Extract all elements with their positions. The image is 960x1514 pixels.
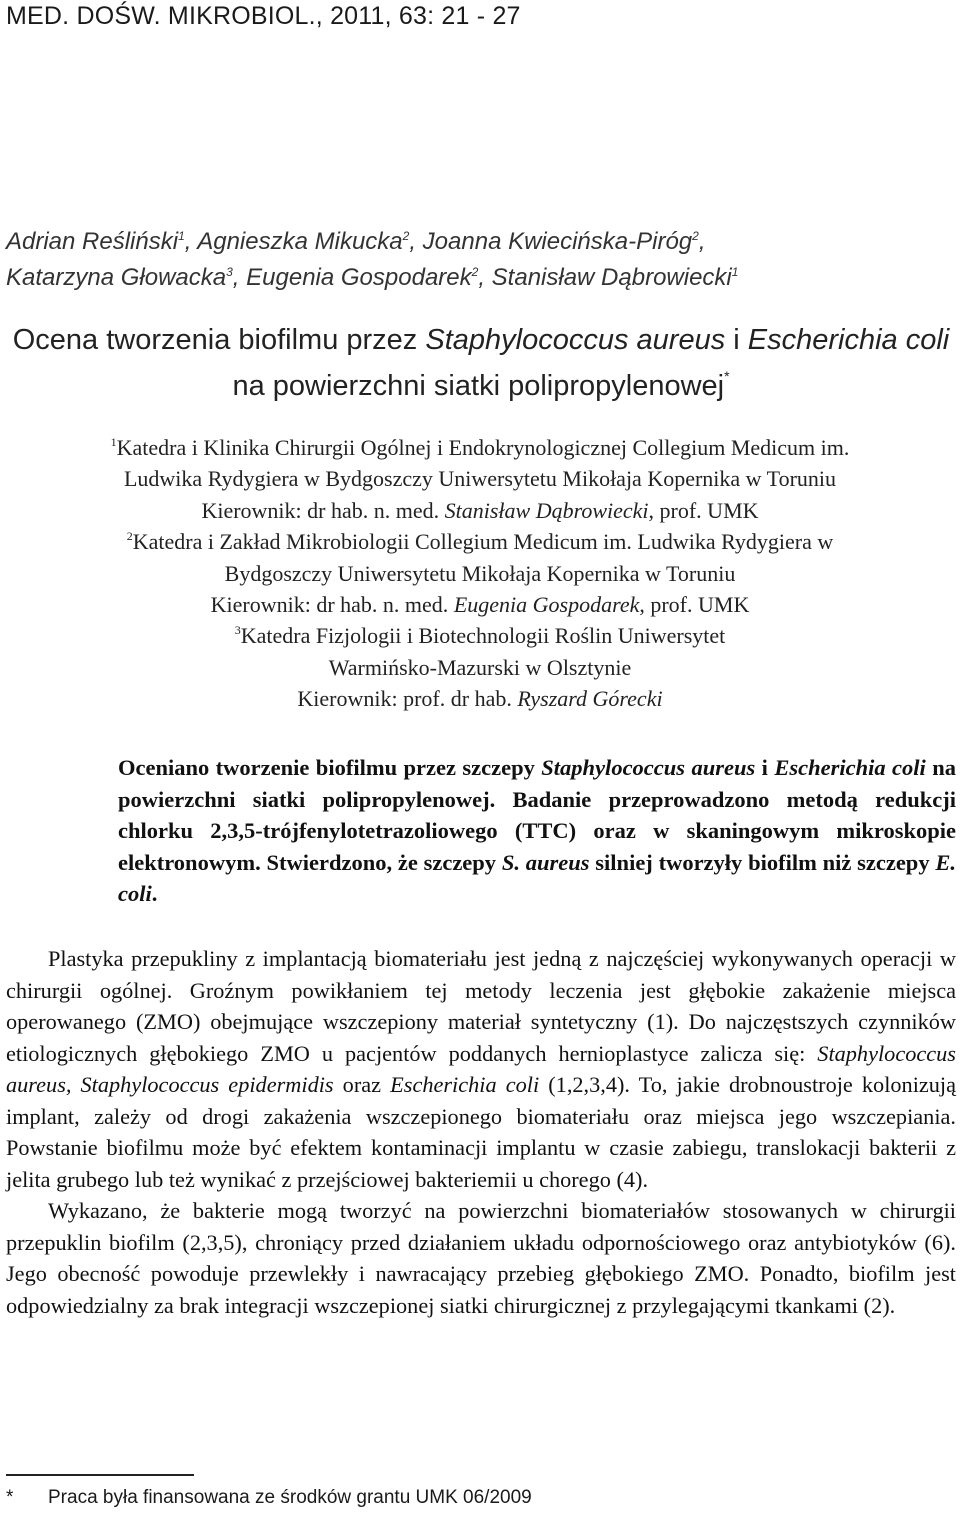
affiliation-1-line-b: Ludwika Rydygiera w Bydgoszczy Uniwersytetu Mikołaja Kopernika w Toruniu: [123, 466, 837, 492]
author-separator: ,: [409, 228, 423, 255]
affiliation-text: Katedra i Klinika Chirurgii Ogólnej i Endokrynologicznej Collegium Medicum im.: [116, 435, 850, 460]
abstract-text: silniej tworzyły biofilm niż szczepy: [589, 849, 936, 875]
head-name: Ryszard Górecki: [517, 686, 663, 712]
affiliation-3-head: [0, 683, 960, 714]
author-affiliation-mark: 3: [226, 265, 233, 279]
abstract-text: .: [151, 881, 158, 906]
affiliation-number: 3: [234, 623, 241, 638]
author-line-1: [6, 224, 956, 260]
abstract: [118, 752, 956, 910]
affiliation-2-line-b: Bydgoszczy Uniwersytetu Mikołaja Kopernika w Toruniu: [224, 560, 736, 586]
head-prefix: Kierownik: dr hab. n. med.: [201, 497, 445, 523]
author-line-2: [6, 260, 956, 296]
title-line-1: [6, 317, 956, 363]
abstract-text: Oceniano tworzenie biofilmu przez szczepy: [118, 755, 542, 780]
title-conjunction: i: [725, 324, 748, 356]
affiliation-3-line-a: [0, 620, 960, 651]
article-title: [6, 317, 956, 409]
head-suffix: , prof. UMK: [648, 497, 759, 523]
affiliation-3-line-b: Warmińsko-Mazurski w Olsztynie: [328, 654, 632, 680]
author-affiliation-mark: 1: [731, 265, 739, 279]
footnote-text: Praca była finansowana ze środków grantu UMK 06/2009: [48, 1487, 532, 1508]
title-organism-escherichia: Escherichia coli: [747, 324, 950, 356]
author-affiliation-mark: 2: [692, 229, 699, 243]
author-name: Joanna Kwiecińska-Piróg: [422, 228, 693, 255]
abstract-italic: Staphylococcus aureus: [541, 755, 756, 780]
paragraph-italic: Escherichia coli: [390, 1072, 540, 1097]
affiliation-2-head: [0, 589, 960, 620]
author-separator: ,: [232, 264, 247, 291]
title-footnote-mark: *: [724, 368, 730, 384]
paragraph-text: Plastyka przepukliny z implantacją biomateriału jest jedną z najczęściej wykonywanych operacji w chirurgii ogólnej. Groźnym powikłaniem tej metody leczenia jest głębokie zakażenie miejsca operowanego (ZMO) obejmujące wszczepiony materiał syntetyczny (1). Do najczęstszych czynników etiologicznych głębokiego ZMO u pacjentów poddanych hernioplastyce zalicza się:: [6, 946, 956, 1066]
affiliations: [0, 432, 960, 715]
abstract-italic: E. coli: [118, 849, 956, 906]
affiliation-number: 1: [110, 435, 117, 449]
author-separator: ,: [698, 228, 706, 255]
author-separator: ,: [184, 228, 198, 255]
affiliation-1-line-a: [0, 432, 960, 463]
head-name: Stanisław Dąbrowiecki: [444, 497, 649, 523]
paragraph-text: oraz: [333, 1072, 391, 1097]
author-affiliation-mark: 2: [471, 265, 479, 279]
affiliation-text: Katedra i Zakład Mikrobiologii Collegium Medicum im. Ludwika Rydygiera w: [132, 529, 834, 555]
paragraph-text: (1,2,3,4). To, jakie drobnoustroje kolonizują implant, zależy od drogi zakażenia wszczepionego biomateriału oraz miejsca jego wszczepiania. Powstanie biofilmu może być efektem kontaminacji implantu w czasie zabiegu, translokacji bakterii z jelita grubego lub też wynikać z przejściowej bakteriemii u chorego (4).: [6, 1072, 957, 1192]
footnote-mark: *: [6, 1487, 14, 1508]
abstract-italic: Escherichia coli: [774, 755, 926, 780]
title-line-2: [6, 363, 956, 409]
title-organism-staphylococcus: Staphylococcus aureus: [425, 324, 726, 356]
author-name: Agnieszka Mikucka: [197, 228, 403, 255]
title-text: Ocena tworzenia biofilmu przez: [12, 324, 426, 356]
author-name: Eugenia Gospodarek: [246, 264, 472, 291]
affiliation-number: 2: [126, 529, 133, 544]
affiliation-2-line-a: [0, 526, 960, 557]
title-text-2: na powierzchni siatki polipropylenowej: [232, 370, 725, 402]
journal-citation: MED. DOŚW. MIKROBIOL., 2011, 63: 21 - 27: [6, 2, 521, 30]
affiliation-text: Katedra Fizjologii i Biotechnologii Roślin Uniwersytet: [240, 623, 726, 649]
author-affiliation-mark: 1: [178, 229, 185, 243]
head-suffix: , prof. UMK: [639, 592, 750, 618]
author-list: [6, 224, 956, 296]
author-name: Katarzyna Głowacka: [6, 264, 227, 291]
footnote-rule: [6, 1474, 194, 1476]
abstract-italic: S. aureus: [501, 849, 590, 875]
footnote: [6, 1487, 532, 1509]
author-affiliation-mark: 2: [402, 229, 410, 243]
paragraph-italic: Staphylococcus aureus, Staphylococcus epidermidis: [6, 1040, 956, 1097]
body-text: [6, 943, 956, 1321]
author-name: Stanisław Dąbrowiecki: [491, 264, 732, 291]
abstract-text: i: [755, 755, 775, 780]
author-separator: ,: [478, 264, 492, 291]
abstract-text: na powierzchni siatki polipropylenowej. Badanie przeprowadzono metodą redukcji chlorku 2,3,5-trójfenylotetrazoliowego (TTC) oraz w skaningowym mikroskopie elektronowym. Stwierdzono, że szczepy: [118, 755, 956, 875]
author-name: Adrian Reśliński: [6, 228, 179, 255]
paragraph-2: [6, 1195, 956, 1321]
paragraph-1: [6, 943, 956, 1195]
head-prefix: Kierownik: dr hab. n. med.: [210, 592, 454, 618]
head-prefix: Kierownik: prof. dr hab.: [297, 686, 518, 712]
paragraph-text: Wykazano, że bakterie mogą tworzyć na powierzchni biomateriałów stosowanych w chirurgii przepuklin biofilm (2,3,5), chroniący przed działaniem układu odpornościowego oraz antybiotyków (6). Jego obecność powoduje przewlekły i nawracający przebieg głębokiego ZMO. Ponadto, biofilm jest odpowiedzialny za brak integracji wszczepionej siatki chirurgicznej z przylegającymi tkankami (2).: [6, 1198, 956, 1318]
affiliation-1-head: [0, 495, 960, 526]
head-name: Eugenia Gospodarek: [453, 592, 640, 618]
